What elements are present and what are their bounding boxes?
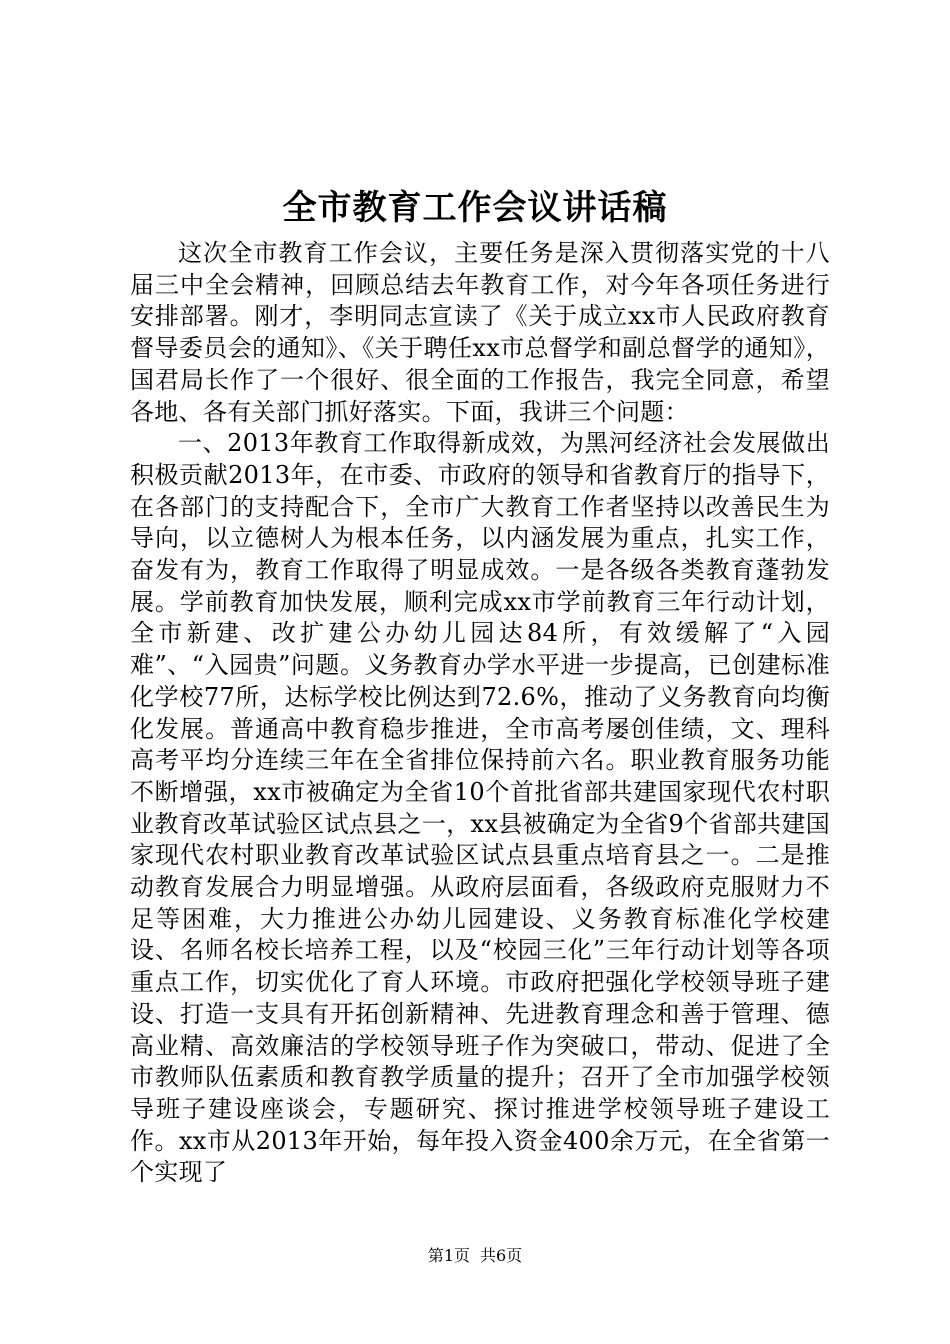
page-footer	[0, 1244, 950, 1268]
paragraph-section-one: 一、2013年教育工作取得新成效，为黑河经济社会发展做出积极贡献2013年，在市委、市政府的领导和省教育厅的指导下，在各部门的支持配合下，全市广大教育工作者坚持以改善民生为导向，以立德树人为根本任务，以内涵发展为重点，扎实工作，奋发有为，教育工作取得了明显成效。一是各级各类教育蓬勃发展。学前教育加快发展，顺利完成xx市学前教育三年行动计划，全市新建、改扩建公办幼儿园达84所，有效缓解了“入园难”、“入园贵”问题。义务教育办学水平进一步提高，已创建标准化学校77所，达标学校比例达到72.6%，推动了义务教育向均衡化发展。普通高中教育稳步推进，全市高考屡创佳绩，文、理科高考平均分连续三年在全省排位保持前六名。职业教育服务功能不断增强，xx市被确定为全省10个首批省部共建国家现代农村职业教育改革试验区试点县之一，xx县被确定为全省9个省部共建国家现代农村职业教育改革试验区试点县重点培育县之一。二是推动教育发展合力明显增强。从政府层面看，各级政府克服财力不足等困难，大力推进公办幼儿园建设、义务教育标准化学校建设、名师名校长培养工程，以及“校园三化”三年行动计划等各项重点工作，切实优化了育人环境。市政府把强化学校领导班子建设、打造一支具有开拓创新精神、先进教育理念和善于管理、德高业精、高效廉洁的学校领导班子作为突破口，带动、促进了全市教师队伍素质和教育教学质量的提升；召开了全市加强学校领导班子建设座谈会，专题研究、探讨推进学校领导班子建设工作。xx市从2013年开始，每年投入资金400余万元，在全省第一个实现了	[130, 429, 830, 1187]
document-body	[130, 238, 830, 1189]
page-number-total: 共6页	[480, 1246, 523, 1265]
page-number-current: 第1页	[427, 1246, 470, 1265]
paragraph-intro: 这次全市教育工作会议，主要任务是深入贯彻落实党的十八届三中全会精神，回顾总结去年教育工作，对今年各项任务进行安排部署。刚才，李明同志宣读了《关于成立xx市人民政府教育督导委员会的通知》、《关于聘任xx市总督学和副总督学的通知》，国君局长作了一个很好、很全面的工作报告，我完全同意，希望各地、各有关部门抓好落实。下面，我讲三个问题：	[130, 239, 830, 426]
document-title: 全市教育工作会议讲话稿	[282, 188, 668, 228]
